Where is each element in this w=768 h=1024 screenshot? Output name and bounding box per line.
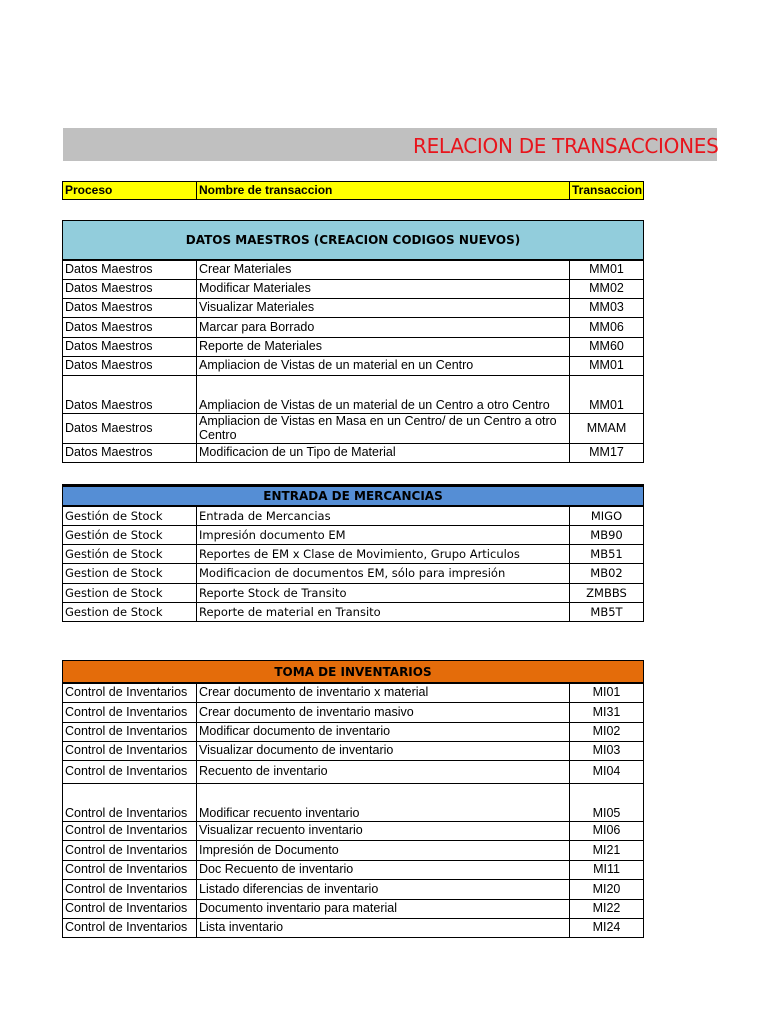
transaction-name-cell: Impresión documento EM [197, 526, 570, 545]
transaction-code-cell: ZMBBS [570, 584, 644, 603]
table-row [63, 723, 644, 742]
table-row [63, 761, 644, 784]
table-row [63, 507, 644, 526]
transaction-name-cell: Lista inventario [197, 919, 570, 938]
transaction-code-cell: MB5T [570, 603, 644, 622]
table-row [63, 338, 644, 357]
transaction-code-cell: MM01 [570, 376, 644, 414]
table-row [63, 684, 644, 703]
table-row [63, 784, 644, 822]
transaction-code-cell: MB02 [570, 564, 644, 584]
process-cell: Datos Maestros [63, 280, 197, 299]
transaction-code-cell: MI31 [570, 703, 644, 723]
header-nombre: Nombre de transaccion [197, 182, 570, 200]
transaction-code-cell: MM60 [570, 338, 644, 357]
process-cell: Datos Maestros [63, 357, 197, 376]
process-cell: Gestion de Stock [63, 603, 197, 622]
table-row [63, 526, 644, 545]
transaction-code-cell: MM03 [570, 299, 644, 318]
process-cell: Datos Maestros [63, 318, 197, 338]
process-cell: Control de Inventarios [63, 900, 197, 919]
transaction-code-cell: MI24 [570, 919, 644, 938]
table-row [63, 444, 644, 463]
transaction-name-cell: Visualizar Materiales [197, 299, 570, 318]
transaction-code-cell: MI21 [570, 841, 644, 861]
table-row [63, 841, 644, 861]
table-row [63, 564, 644, 584]
table-datos-maestros [62, 260, 644, 463]
header-transaccion: Transaccion [570, 182, 644, 200]
page-title: RELACION DE TRANSACCIONES [413, 134, 719, 158]
table-row [63, 376, 644, 414]
table-toma-inventarios [62, 683, 644, 938]
process-cell: Datos Maestros [63, 299, 197, 318]
transaction-name-cell: Crear Materiales [197, 261, 570, 280]
process-cell: Datos Maestros [63, 444, 197, 463]
table-row [63, 545, 644, 564]
table-row [63, 703, 644, 723]
transaction-code-cell: MI06 [570, 822, 644, 841]
transaction-name-cell: Modificacion de un Tipo de Material [197, 444, 570, 463]
table-row [63, 900, 644, 919]
transaction-code-cell: MI03 [570, 742, 644, 761]
transaction-code-cell: MI20 [570, 880, 644, 900]
process-cell: Gestión de Stock [63, 507, 197, 526]
process-cell: Gestión de Stock [63, 545, 197, 564]
transaction-name-cell: Doc Recuento de inventario [197, 861, 570, 880]
process-cell: Control de Inventarios [63, 841, 197, 861]
table-entrada-mercancias [62, 506, 644, 622]
transaction-name-cell: Ampliacion de Vistas de un material en un Centro [197, 357, 570, 376]
transaction-name-cell: Marcar para Borrado [197, 318, 570, 338]
process-cell: Datos Maestros [63, 338, 197, 357]
column-header-row [62, 181, 644, 200]
transaction-name-cell: Reportes de EM x Clase de Movimiento, Grupo Articulos [197, 545, 570, 564]
transaction-name-cell: Modificar documento de inventario [197, 723, 570, 742]
table-row [63, 299, 644, 318]
transaction-code-cell: MB90 [570, 526, 644, 545]
process-cell: Control de Inventarios [63, 761, 197, 784]
section-banner-toma-inventarios: TOMA DE INVENTARIOS [62, 660, 644, 683]
transaction-name-cell: Crear documento de inventario masivo [197, 703, 570, 723]
transaction-code-cell: MB51 [570, 545, 644, 564]
table-row [63, 742, 644, 761]
transaction-name-cell: Entrada de Mercancias [197, 507, 570, 526]
process-cell: Control de Inventarios [63, 723, 197, 742]
process-cell: Gestion de Stock [63, 564, 197, 584]
transaction-code-cell: MI22 [570, 900, 644, 919]
transaction-name-cell: Reporte Stock de Transito [197, 584, 570, 603]
transaction-name-cell: Modificar recuento inventario [197, 784, 570, 822]
title-clip [63, 128, 719, 161]
process-cell: Control de Inventarios [63, 880, 197, 900]
transaction-code-cell: MI05 [570, 784, 644, 822]
process-cell: Control de Inventarios [63, 861, 197, 880]
table-row [63, 822, 644, 841]
table-row [63, 880, 644, 900]
process-cell: Datos Maestros [63, 414, 197, 444]
table-row [63, 414, 644, 444]
transaction-name-cell: Listado diferencias de inventario [197, 880, 570, 900]
transaction-name-cell: Reporte de Materiales [197, 338, 570, 357]
table-row [63, 584, 644, 603]
table-row [63, 603, 644, 622]
transaction-name-cell: Visualizar recuento inventario [197, 822, 570, 841]
transaction-code-cell: MM06 [570, 318, 644, 338]
header-proceso: Proceso [63, 182, 197, 200]
transaction-code-cell: MM01 [570, 261, 644, 280]
transaction-code-cell: MI11 [570, 861, 644, 880]
transaction-name-cell: Crear documento de inventario x material [197, 684, 570, 703]
process-cell: Control de Inventarios [63, 822, 197, 841]
process-cell: Control de Inventarios [63, 684, 197, 703]
process-cell: Control de Inventarios [63, 703, 197, 723]
transaction-code-cell: MMAM [570, 414, 644, 444]
transaction-name-cell: Ampliacion de Vistas de un material de un Centro a otro Centro [197, 376, 570, 414]
transaction-name-cell: Reporte de material en Transito [197, 603, 570, 622]
transaction-name-cell: Recuento de inventario [197, 761, 570, 784]
process-cell: Control de Inventarios [63, 919, 197, 938]
process-cell: Gestión de Stock [63, 526, 197, 545]
table-row [63, 919, 644, 938]
process-cell: Datos Maestros [63, 376, 197, 414]
process-cell: Control de Inventarios [63, 742, 197, 761]
transaction-code-cell: MM17 [570, 444, 644, 463]
table-row [63, 357, 644, 376]
process-cell: Gestion de Stock [63, 584, 197, 603]
transaction-code-cell: MI01 [570, 684, 644, 703]
transaction-code-cell: MM02 [570, 280, 644, 299]
transaction-code-cell: MIGO [570, 507, 644, 526]
transaction-name-cell: Modificar Materiales [197, 280, 570, 299]
transaction-code-cell: MI02 [570, 723, 644, 742]
transaction-code-cell: MI04 [570, 761, 644, 784]
transaction-name-cell: Visualizar documento de inventario [197, 742, 570, 761]
table-row [63, 861, 644, 880]
table-row [63, 261, 644, 280]
process-cell: Datos Maestros [63, 261, 197, 280]
transaction-name-cell: Impresión de Documento [197, 841, 570, 861]
section-banner-datos-maestros: DATOS MAESTROS (CREACION CODIGOS NUEVOS) [62, 220, 644, 260]
table-row [63, 318, 644, 338]
transaction-code-cell: MM01 [570, 357, 644, 376]
process-cell: Control de Inventarios [63, 784, 197, 822]
transaction-name-cell: Modificacion de documentos EM, sólo para impresión [197, 564, 570, 584]
table-row [63, 280, 644, 299]
section-banner-entrada-mercancias: ENTRADA DE MERCANCIAS [62, 484, 644, 506]
transaction-name-cell: Documento inventario para material [197, 900, 570, 919]
transaction-name-cell: Ampliacion de Vistas en Masa en un Centro/ de un Centro a otro Centro [197, 414, 570, 444]
